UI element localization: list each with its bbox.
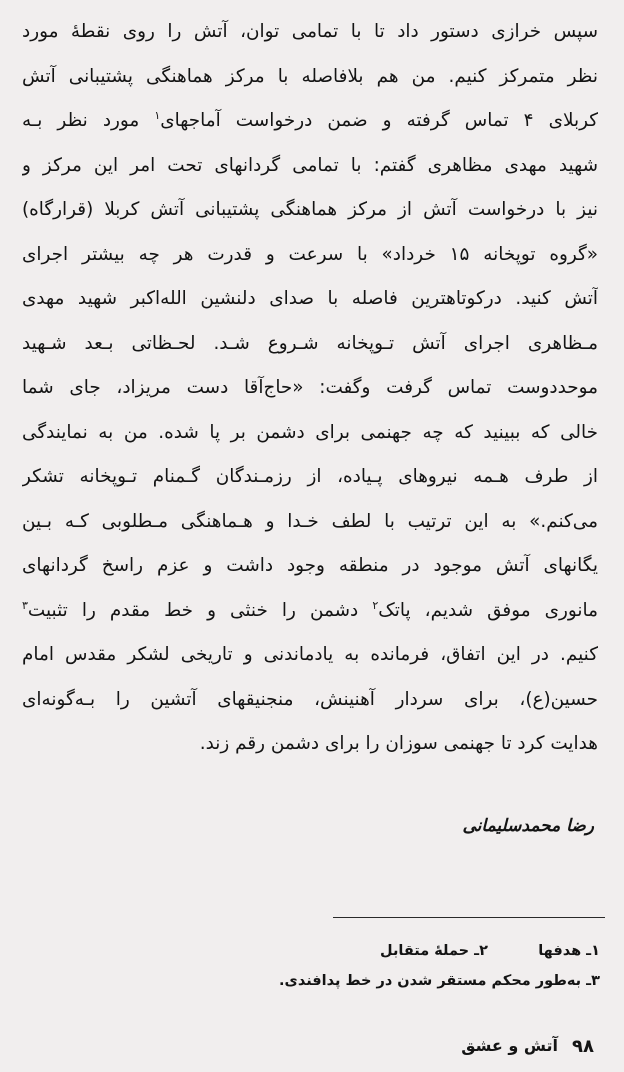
body-line: «گروه توپخانه ۱۵ خرداد» با سرعت و قدرت هر چه بیشتر اجرای [22,243,598,265]
body-text [22,10,598,767]
body-line: یگانهای آتش موجود در منطقه وجود داشت و عزم راسخ گردانهای [22,555,598,576]
footnote-ref: ۳ [22,598,28,612]
footnote-3: ۳ـ به‌طور محکم مستقر شدن در خط پدافندی. [279,973,600,989]
body-line: می‌کنم.» به این ترتیب با لطف خـدا و هـماهنگی مـطلوبی کـه بـین [22,510,598,532]
body-line: مـظاهری اجرای آتش تـوپخانه شـروع شـد. لحـظاتی بـعد شـهید [22,332,598,354]
footnote-row [40,936,600,966]
body-line: خالی که ببینید که چه جهنمی برای دشمن بر پا شده. من به نمایندگی [22,421,598,443]
body-line-text: مانوری موفق شدیم، پاتک [378,599,598,621]
footnote-ref: ۲ [372,598,379,612]
body-line: نیز با درخواست آتش از مرکز هماهنگی پشتیبانی آتش کربلا (قرارگاه) [22,199,598,220]
body-line [22,589,598,634]
body-line-text: کربلای ۴ تماس گرفته و ضمن درخواست آماجهای [160,110,598,131]
footnote-1: ۱ـ هدفها [538,943,600,959]
body-line: سپس خرازی دستور داد تا با تمامی توان، آتش را روی نقطهٔ مورد [22,21,598,42]
body-line: آتش کنید. درکوتاهترین فاصله با صدای دلنشین الله‌اکبر شهید مهدی [22,288,598,309]
footnote-2: ۲ـ حملهٔ متقابل [380,943,488,959]
body-line: از طرف هـمه نیروهای پـیاده، از رزمـندگان گـمنام تـوپخانه تشکر [22,466,598,487]
body-line: موحددوست تماس گرفت وگفت: «حاج‌آقا دست مریزاد، جای شما [22,377,598,398]
footnote-ref: ۱ [154,108,161,122]
body-line: کنیم. در این اتفاق، فرمانده به یادماندنی و تاریخی لشکر مقدس امام [22,644,598,665]
footnote-row [40,966,600,996]
body-line: هدایت کرد تا جهنمی سوزان را برای دشمن رقم زند. [199,733,598,754]
body-line: شهید مهدی مظاهری گفتم: با تمامی گردانهای تحت امر این مرکز و [22,154,598,176]
body-line: حسین(ع)، برای سردار آهنینش، منجنیقهای آتشین را بـه‌گونه‌ای [22,688,598,710]
page-number: ۹۸ [572,1036,594,1057]
author-signature: رضا محمدسلیمانی [462,816,594,836]
page-footer [461,1036,594,1057]
body-line-text: دشمن را خنثی و خط مقدم را تثبیت [27,599,359,621]
body-line [22,99,598,144]
footnotes [40,936,600,996]
footnote-divider [333,917,605,918]
body-line: نظر متمرکز کنیم. من هم بلافاصله با مرکز هماهنگی پشتیبانی آتش [22,65,598,87]
body-line-text: مورد نظر بـه [22,110,140,131]
book-title: آتش و عشق [461,1036,559,1055]
